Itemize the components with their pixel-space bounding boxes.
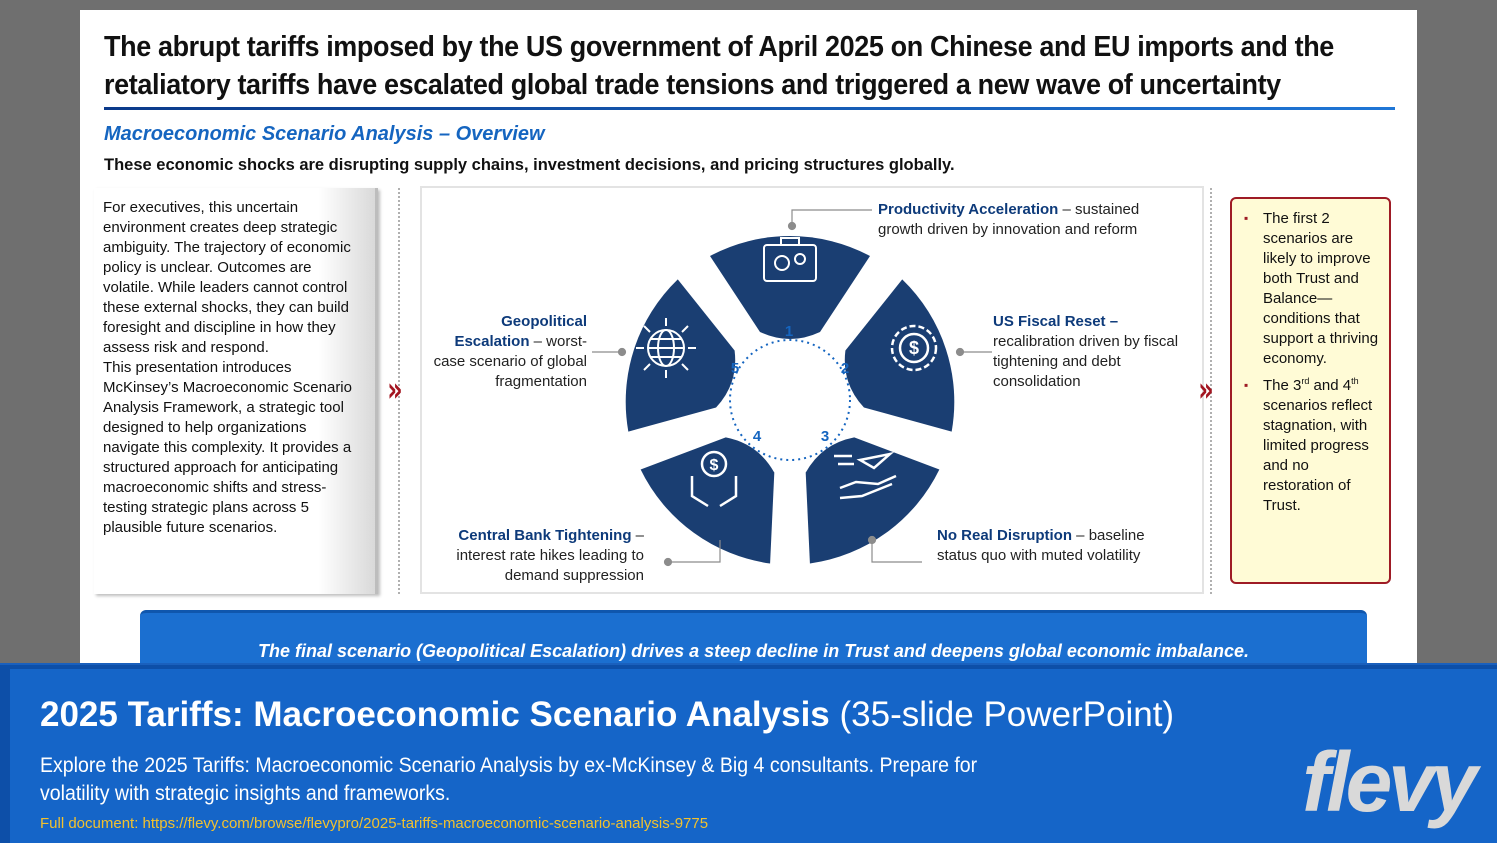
intro-text-box <box>94 188 378 594</box>
wheel-segment-4 <box>629 402 819 579</box>
scenario-number-1: 1 <box>784 323 794 340</box>
note-item-1: ▪ The first 2 scenarios are likely to improve both Trust and Balance—conditions that support a thriving economy. <box>1244 209 1381 369</box>
wheel-segment-3 <box>761 402 951 579</box>
scenario-number-4: 4 <box>752 428 762 445</box>
chevron-right-icon: » <box>387 370 403 410</box>
scenario-label-5: Geopolitical Escalation – worst- case scenario of global fragmentation <box>433 313 587 390</box>
product-title: 2025 Tariffs: Macroeconomic Scenario Analysis (35-slide PowerPoint) <box>40 695 1175 734</box>
scenario-label-1: Productivity Acceleration – sustained growth driven by innovation and reform <box>878 201 1140 238</box>
note-item-2: ▪ The 3rd and 4th scenarios reflect stagnation, with limited progress and no restoration of Trust. <box>1244 376 1381 516</box>
svg-text:flevy: flevy <box>1302 735 1474 829</box>
scenario-wheel-panel <box>420 186 1204 594</box>
scenario-number-5: 5 <box>730 360 740 377</box>
conclusion-text: The final scenario (Geopolitical Escalation) drives a steep decline in Trust and deepens global economic imbalance. <box>258 641 1249 661</box>
scenario-label-2: US Fiscal Reset – recalibration driven by fiscal tightening and debt consolidation <box>993 313 1179 390</box>
slide-headline <box>104 28 1334 104</box>
document-link[interactable]: Full document: https://flevy.com/browse/flevypro/2025-tariffs-macroeconomic-scenario-analysis-9775 <box>40 815 709 832</box>
subtitle: These economic shocks are disrupting supply chains, investment decisions, and pricing structures globally. <box>104 156 955 174</box>
intro-paragraph-2: This presentation introduces McKinsey’s Macroeconomic Scenario Analysis Framework, a strategic tool designed to help organizations navigate this complexity. It provides a structured approach for anticipating macroeconomic shifts and stress-testing strategic plans across 5 plausible future scenarios. <box>103 359 352 536</box>
takeaway-note-box <box>1230 197 1391 584</box>
svg-text:$: $ <box>908 338 920 358</box>
chevron-right-icon: » <box>1198 370 1214 410</box>
slide <box>80 10 1417 670</box>
scenario-number-3: 3 <box>820 428 830 445</box>
scenario-number-2: 2 <box>840 360 850 377</box>
section-title: Macroeconomic Scenario Analysis – Overview <box>104 123 545 145</box>
intro-paragraph-1: For executives, this uncertain environment creates deep strategic ambiguity. The trajectory of economic policy is unclear. Outcomes are volatile. While leaders cannot control these external shocks, they can build foresight and discipline in how they assess risk and respond. <box>103 199 351 356</box>
product-footer <box>0 663 1497 843</box>
headline-rule <box>104 107 1395 110</box>
flevy-logo[interactable] <box>1293 729 1483 839</box>
headline-line-1: The abrupt tariffs imposed by the US government of April 2025 on Chinese and EU imports and the <box>104 31 1334 63</box>
conclusion-banner <box>140 610 1367 670</box>
product-description: Explore the 2025 Tariffs: Macroeconomic Scenario Analysis by ex-McKinsey & Big 4 consultants. Prepare for volatility with strategic insights and frameworks. <box>40 754 978 805</box>
scenario-label-4: Central Bank Tightening – interest rate hikes leading to demand suppression <box>456 527 644 584</box>
scenario-label-3: No Real Disruption – baseline status quo with muted volatility <box>937 527 1145 564</box>
headline-line-2: retaliatory tariffs have escalated global trade tensions and triggered a new wave of uncertainty <box>104 69 1281 101</box>
svg-text:$: $ <box>709 457 719 474</box>
center-dotted-ring <box>730 340 850 460</box>
